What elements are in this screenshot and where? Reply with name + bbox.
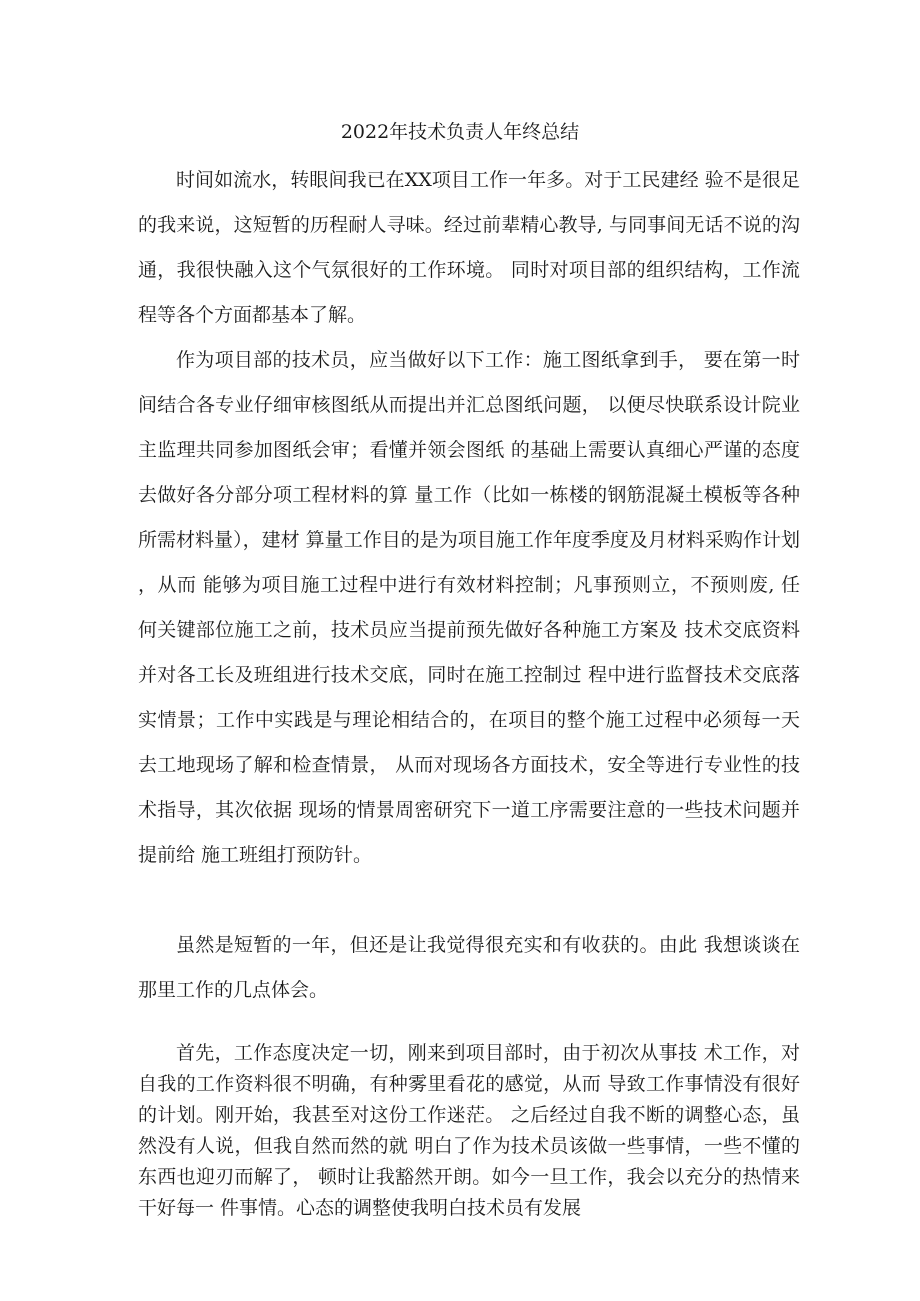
paragraph-intro: 时间如流水，转眼间我已在XX项目工作一年多。对于工民建经 验不是很足的我来说，这短暂的历程耐人寻味。经过前辈精心教导, 与同事间无话不说的沟通，我很快融入这个气氛很好的工作环境。 同时对项目部的组织结构，工作流程等各个方面都基本了解。 xyxy=(138,169,800,326)
paragraph-attitude: 首先，工作态度决定一切，刚来到项目部时，由于初次从事技 术工作，对自我的工作资料很不明确，有种雾里看花的感觉，从而 导致工作事情没有很好的计划。刚开始，我甚至对这份工作迷茫。 之后经过自我不断的调整心态，虽然没有人说，但我自然而然的就 明白了作为技术员该做一些事情，一些不懂的东西也迎刃而解了， 顿时让我豁然开朗。如今一旦工作，我会以充分的热情来干好每一 件事情。心态的调整使我明白技术员有发展 xyxy=(138,1042,800,1219)
document-title: 2022年技术负责人年终总结 xyxy=(340,121,580,143)
paragraph-duties: 作为项目部的技术员，应当做好以下工作：施工图纸拿到手， 要在第一时间结合各专业仔细审核图纸从而提出并汇总图纸问题， 以便尽快联系设计院业主监理共同参加图纸会审；看懂并领会图纸 的基础上需要认真细心严谨的态度去做好各分部分项工程材料的算 量工作（比如一栋楼的钢筋混凝土模板等各种所需材料量），建材 算量工作目的是为项目施工作年度季度及月材料采购作计划，从而 能够为项目施工过程中进行有效材料控制；凡事预则立，不预则废, 任何关键部位施工之前，技术员应当提前预先做好各种施工方案及 技术交底资料并对各工长及班组进行技术交底，同时在施工控制过 程中进行监督技术交底落实情景；工作中实践是与理论相结合的，在项目的整个施工过程中必须每一天去工地现场了解和检查情景， 从而对现场各方面技术，安全等进行专业性的技术指导，其次依据 现场的情景周密研究下一道工序需要注意的一些技术问题并提前给 施工班组打预防针。 xyxy=(138,349,800,866)
paragraph-reflection: 虽然是短暂的一年，但还是让我觉得很充实和有收获的。由此 我想谈谈在那里工作的几点体会。 xyxy=(138,934,800,1001)
